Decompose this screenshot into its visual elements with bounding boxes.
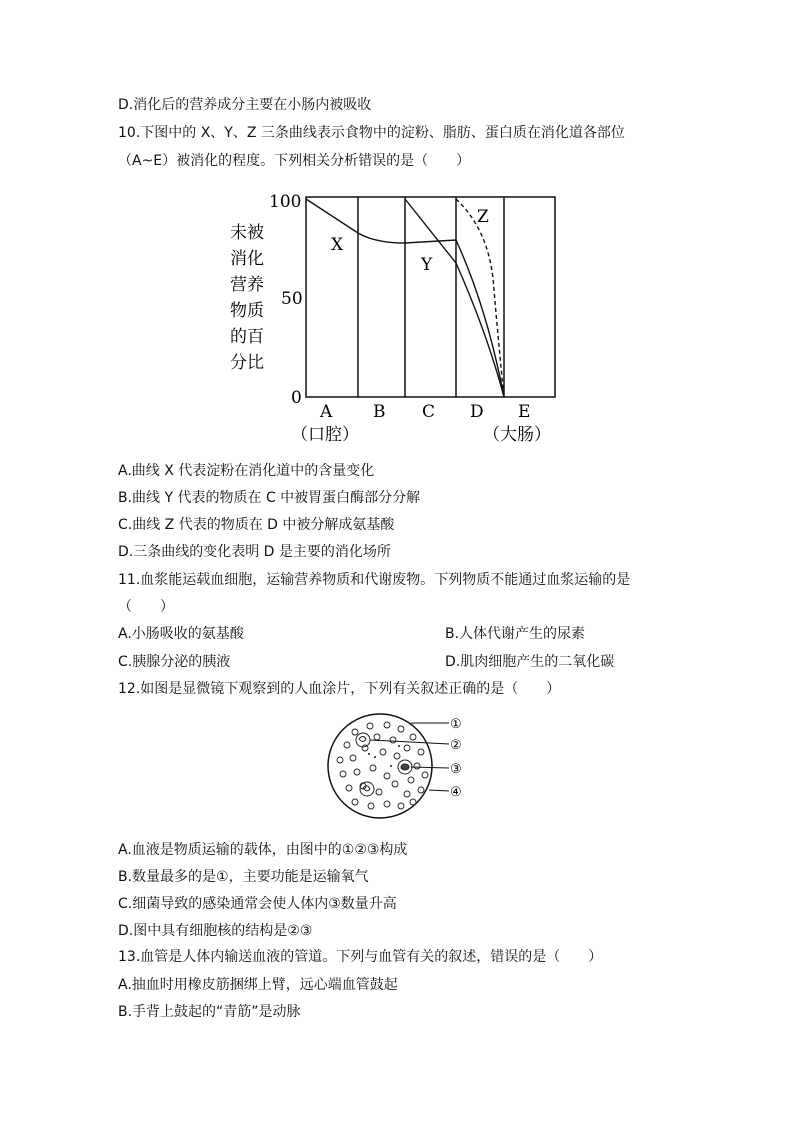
- q13-stem: 13.血管是人体内输送血液的管道。下列与血管有关的叙述，错误的是（ ）: [118, 949, 603, 965]
- q10-stem-line1: 10.下图中的 X、Y、Z 三条曲线表示食物中的淀粉、脂肪、蛋白质在消化道各部位: [118, 125, 625, 141]
- ylabel-line-4: 物质: [230, 301, 264, 321]
- curve-x-label: X: [331, 235, 344, 255]
- q10-option-c: C.曲线 Z 代表的物质在 D 中被分解成氨基酸: [118, 517, 395, 533]
- curve-z-label: Z: [477, 207, 489, 227]
- q12-stem: 12.如图是显微镜下观察到的人血涂片，下列有关叙述正确的是（ ）: [118, 681, 561, 697]
- ylabel-line-2: 消化: [230, 249, 264, 269]
- blood-smear-figure: [325, 710, 475, 825]
- q12-option-a: A.血液是物质运输的载体，由图中的①②③构成: [118, 842, 408, 858]
- q13-option-a: A.抽血时用橡皮筋捆绑上臂，远心端血管鼓起: [118, 977, 398, 993]
- label-2: ②: [450, 738, 462, 753]
- ylabel-line-3: 营养: [230, 275, 264, 295]
- ytick-100: 100: [269, 192, 302, 212]
- q11-stem-line2: （ ）: [118, 599, 174, 615]
- q10-option-d: D.三条曲线的变化表明 D 是主要的消化场所: [118, 544, 391, 560]
- digestion-figure: [225, 188, 570, 448]
- curve-z: [456, 199, 504, 397]
- xlabel-d: D: [470, 402, 484, 422]
- q11-option-a: A.小肠吸收的氨基酸: [118, 626, 244, 642]
- y-axis-label: [230, 223, 264, 373]
- q10-stem-line2: （A~E）被消化的程度。下列相关分析错误的是（ ）: [118, 153, 471, 169]
- sublabel-mouth: （口腔）: [291, 425, 359, 445]
- q12-option-c: C.细菌导致的感染通常会使人体内③数量升高: [118, 896, 397, 912]
- curve-y-label: Y: [421, 255, 433, 275]
- label-4: ④: [450, 785, 462, 800]
- q12-option-d: D.图中具有细胞核的结构是②③: [118, 923, 313, 939]
- ylabel-line-5: 的百: [230, 327, 264, 347]
- ytick-50: 50: [281, 289, 303, 309]
- curve-y: [405, 199, 504, 397]
- label-1: ①: [450, 717, 462, 732]
- q11-option-d: D.肌肉细胞产生的二氧化碳: [445, 654, 615, 670]
- plot-frame: [306, 197, 555, 397]
- xlabel-c: C: [422, 402, 436, 422]
- q11-option-c: C.胰腺分泌的胰液: [118, 654, 231, 670]
- ylabel-line-1: 未被: [230, 223, 264, 243]
- label-3: ③: [450, 762, 462, 777]
- ytick-0: 0: [291, 388, 302, 408]
- ylabel-line-6: 分比: [230, 353, 264, 373]
- q11-stem-line1: 11.血浆能运载血细胞，运输营养物质和代谢废物。下列物质不能通过血浆运输的是: [118, 572, 631, 588]
- q10-option-b: B.曲线 Y 代表的物质在 C 中被胃蛋白酶部分分解: [118, 490, 421, 506]
- q9-option-d: D.消化后的营养成分主要在小肠内被吸收: [118, 97, 372, 113]
- q12-option-b: B.数量最多的是①，主要功能是运输氧气: [118, 869, 369, 885]
- q13-option-b: B.手背上鼓起的“青筋”是动脉: [118, 1004, 301, 1020]
- xlabel-e: E: [518, 402, 531, 422]
- sublabel-large-intestine: （大肠）: [483, 425, 551, 445]
- q11-option-b: B.人体代谢产生的尿素: [445, 626, 586, 642]
- xlabel-b: B: [373, 402, 386, 422]
- xlabel-a: A: [320, 402, 333, 422]
- q10-option-a: A.曲线 X 代表淀粉在消化道中的含量变化: [118, 463, 375, 479]
